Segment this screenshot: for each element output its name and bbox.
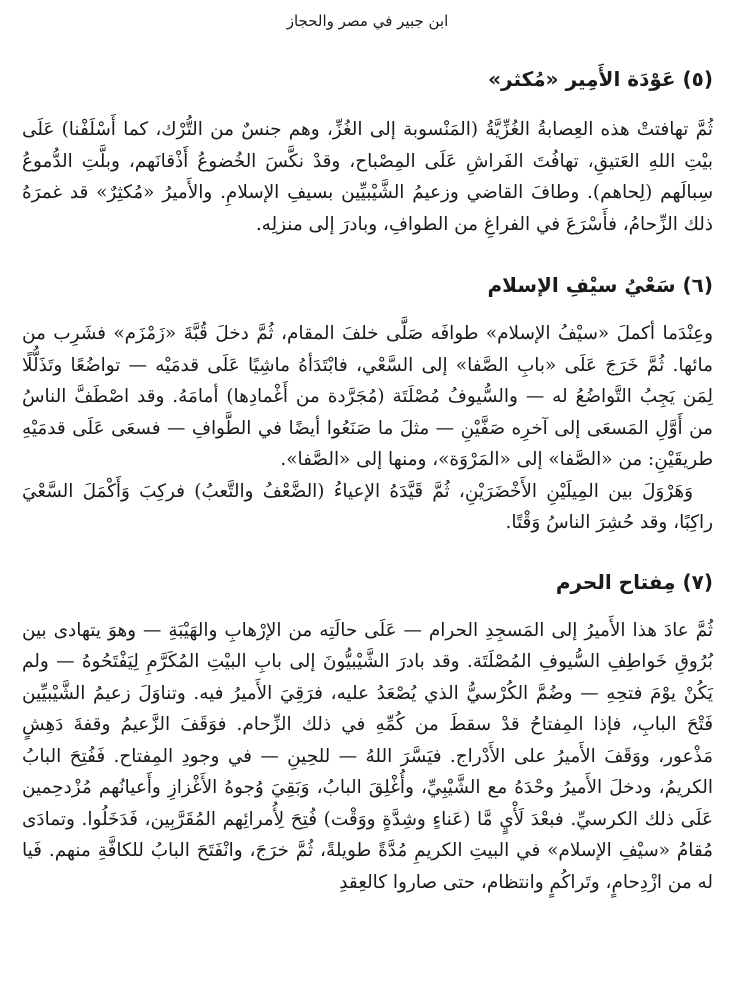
section-5-paragraph-1: ثُمَّ تهافتتْ هذه العِصابةُ الغُزِّيَّةُ (المَنْسوبة إلى الغُزِّ، وهم جنسٌ من التُّرْك، كما أَسْلَفْنا) عَلَى بيْتِ اللهِ العَتيقِ، تهافُتَ الفَراشِ عَلَى المِصْباح، وقدْ نكَّسَ الخُضوعُ أَذْقانَهم، وبلَّتِ الدُّموعُ سِبالَهم (لِحاهم). وطافَ القاضي وزعيمُ الشَّيْبيِّين بسيفِ الإسلامِ. والأَميرُ «مُكثِرٌ» قد غمرَهُ ذلك الزِّحامُ، فأَسْرَعَ في الفراغِ من الطوافِ، وبادرَ إلى منزلِه. xyxy=(22,119,713,235)
section-6-title: (٦) سَعْيُ سيْفِ الإسلام xyxy=(487,273,713,297)
section-6-paragraph-2: وَهَرْوَلَ بين المِيلَيْنِ الأَخْضَرَيْنِ، ثُمَّ قَيَّدَهُ الإعياءُ (الضَّعْفُ والتَّعبُ) فركِبَ وَأَكْمَلَ السَّعْيَ راكِبًا، وقد حُشِرَ الناسُ وَقْتًا. xyxy=(22,480,713,533)
section-7-paragraph-1: ثُمَّ عادَ هذا الأَميرُ إلى المَسجِدِ الحرام — عَلَى حالَتِه من الإرْهابِ والهَيْبَةِ — وهوَ يتهادى بين بُرُوقِ خَواطِفِ السُّيوفِ المُصْلَتَة. وقد بادرَ الشَّيْبيُّونَ إلى بابِ البيْتِ المُكَرَّمِ لِيَفْتَحُوهُ — ولم يَكُنْ يوْمَ فتحِهِ — وضُمَّ الكُرْسيُّ الذي يُصْعَدُ عليه، فرَقِيَ الأَميرُ فيه. وتناوَلَ زعيمُ الشَّيْبيِّين فَتْحَ البابِ، فإذا المِفتاحُ قدْ سقطَ من كُمِّهِ في ذلك الزِّحام. فوَقَفَ الزَّعيمُ وقفةَ دَهِشٍ مَذْعور، ووَقَفَ الأَميرُ على الأَدْراج. فيَسَّرَ اللهُ — للحِينِ — في وجودِ المِفتاح. فَفُتِحَ البابُ الكريمُ، ودخلَ الأَميرُ وحْدَهُ مع الشَّيْبِيِّ، وأُغْلِقَ البابُ، وَبَقِيَ وُجوهُ الأَغْزازِ وأَعيانُهم مُزْدحِمين عَلَى ذلك الكرسيِّ. فبعْدَ لَأْيٍ مَّا (عَناءٍ وشِدَّةٍ ووَقْت) فُتِحَ لِأُمرائِهم المُقَرَّبِين، فَدَخَلُوا. وتمادَى مُقامُ «سيْفِ الإسلام» في البيتِ الكريمِ مُدَّةً طويلةً، ثُمَّ خرَجَ، وانْفَتَحَ البابُ للكافَّةِ منهم. فَيا له من ازْدِحامٍ، وتَراكُمٍ وانتظام، حتى صاروا كالعِقدِ xyxy=(22,619,713,893)
running-header: ابن جبير في مصر والحجاز xyxy=(286,12,449,30)
section-7-title: (٧) مِفتاح الحرم xyxy=(555,569,713,594)
section-6-paragraph-1: وعِنْدَما أكملَ «سيْفُ الإسلام» طوافَه صَلَّى خلفَ المقام، ثُمَّ دخلَ قُبَّةَ «زَمْزَم» فشَرِب من مائها. ثُمَّ خَرَجَ عَلَى «بابِ الصَّفا» إلى السَّعْي، فابْتَدَأهُ ماشِيًا عَلَى قدمَيْه — تواضُعًا وتَذَلُّلًا لِمَن يَجِبُ التَّواضُعُ له — والسُّيوفُ مُصْلَتَة (مُجَرَّدة من أَغْمادِها) أمامَهُ. وقد اصْطَفَّ الناسُ من أَوَّلِ المَسعَى إلى آخرِه صَفَّيْنِ — مثلَ ما صَنَعُوا أيضًا في الطَّوافِ — فسعَى عَلَى قدمَيْهِ طريقَيْنِ: من «الصَّفا» إلى «المَرْوَة»، ومنها إلى «الصَّفا». xyxy=(22,323,713,470)
section-5-title: (٥) عَوْدَة الأَمِير «مُكثر» xyxy=(488,67,713,91)
